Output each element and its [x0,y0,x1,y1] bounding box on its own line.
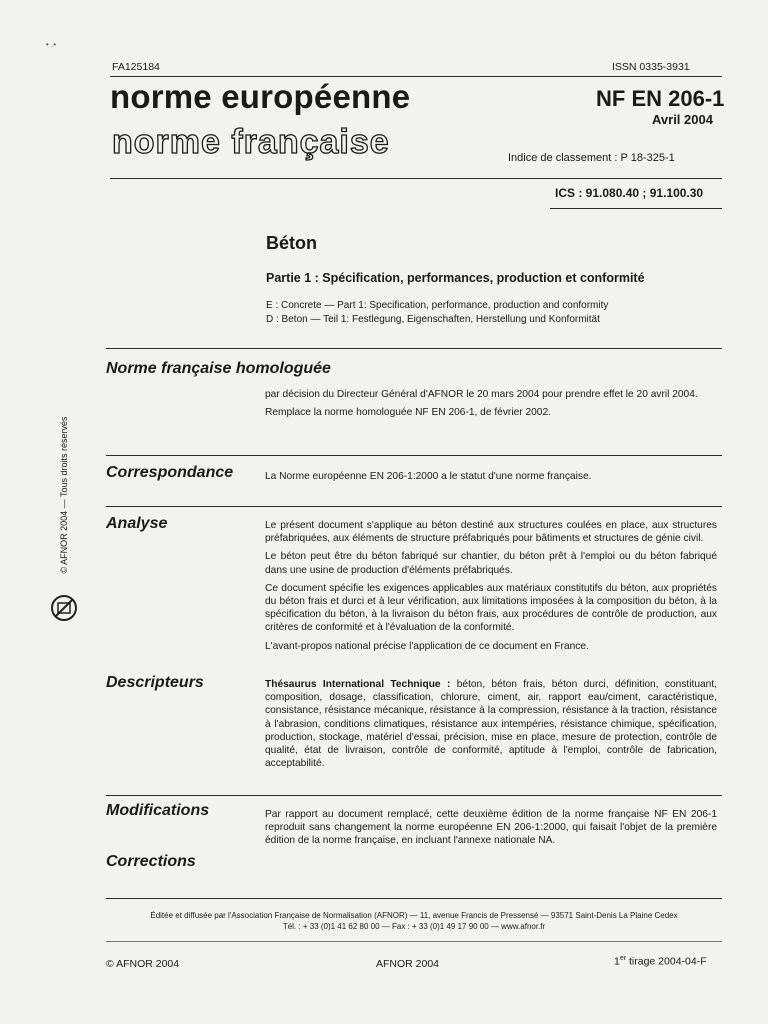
footer-copyright: © AFNOR 2004 [106,958,180,970]
analyse-paragraph: Ce document spécifie les exigences applicables aux matériaux constitutifs du béton, aux propriétés du béton frais et durci et à leur vérification, aux limitations imposées à la composition du béton, à la spécification du béton, à la livraison du béton frais, aux procédures de contrôle de production, aux critères de conformité et à l'évaluation de la conformité. [265,582,717,634]
print-run-text: tirage 2004-04-F [626,955,707,968]
standard-number: NF EN 206-1 [596,86,725,111]
publisher-line: Éditée et diffusée par l'Association Française de Normalisation (AFNOR) — 11, avenue Francis de Pressensé — 93571 Saint-Denis La Plaine Cedex [150,911,678,920]
contact-line: Tél. : + 33 (0)1 41 62 80 00 — Fax : + 33 (0)1 49 17 90 00 — www.afnor.fr [282,922,546,931]
issn: ISSN 0335-3931 [612,61,690,73]
print-run-number: 1 [614,955,620,968]
side-copyright-text: © AFNOR 2004 — Tous droits réservés [59,416,69,574]
analyse-paragraph: L'avant-propos national précise l'application de ce document en France. [265,640,589,652]
document-code: FA125184 [112,61,160,73]
section-rule [106,455,722,456]
footer-rule [106,941,722,942]
title-european: norme européenne [110,78,411,115]
footer-publisher: AFNOR 2004 [376,958,440,970]
correspondance-text: La Norme européenne EN 206-1:2000 a le statut d'une norme française. [265,471,592,482]
ics-underline [550,208,722,209]
section-rule [106,506,722,507]
title-french: norme française [112,123,390,161]
modifications-text: Par rapport au document remplacé, cette deuxième édition de la norme française NF EN 206-1 reproduit sans changement la norme européenne EN 206-1:2000, qui faisait l'objet de la première édition de la norme française, en incluant l'annexe nationale NA. [265,809,717,847]
section-title-modifications: Modifications [106,802,210,819]
section-title-homologuee: Norme française homologuée [106,360,331,377]
header-rule [110,76,722,77]
section-rule [106,795,722,796]
descripteurs-label: Thésaurus International Technique : [265,679,451,690]
document-title: Béton [266,233,317,253]
translation-english: E : Concrete — Part 1: Specification, performance, production and conformity [266,300,609,311]
ics-rule [110,178,722,179]
print-run-superscript: er [619,955,627,962]
scan-mark: • .• [46,40,57,49]
classification-index: Indice de classement : P 18-325-1 [508,152,675,164]
section-title-descripteurs: Descripteurs [106,674,204,691]
descripteurs-text [265,678,717,770]
analyse-paragraph: Le béton peut être du béton fabriqué sur chantier, du béton prêt à l'emploi ou du béton fabriqué dans une usine de production d'éléments préfabriqués. [265,551,717,576]
document-subtitle: Partie 1 : Spécification, performances, production et conformité [266,271,645,285]
section-title-corrections: Corrections [106,853,196,870]
section-rule [106,348,722,349]
analyse-paragraph: Le présent document s'applique au béton destiné aux structures coulées en place, aux structures préfabriquées, aux éléments de structure préfabriqués pour bâtiments et structures de génie civil. [265,520,717,545]
analyse-text [265,519,717,658]
homologuee-paragraph: par décision du Directeur Général d'AFNOR le 20 mars 2004 pour prendre effet le 20 avril 2004. [265,389,698,400]
homologuee-paragraph: Remplace la norme homologuée NF EN 206-1, de février 2002. [265,407,551,419]
footer-rule [106,898,722,899]
homologuee-text [265,388,717,424]
section-title-analyse: Analyse [106,515,168,532]
ics-code: ICS : 91.080.40 ; 91.100.30 [555,186,704,200]
print-run [614,955,707,968]
publication-date: Avril 2004 [652,112,713,127]
section-title-correspondance: Correspondance [106,464,234,481]
no-photocopy-icon [50,594,78,622]
descripteurs-keywords: béton, béton frais, béton durci, définition, constituant, composition, dosage, classification, chlorure, ciment, air, rapport eau/ciment, caractéristique, consistance, résistance mécanique, résistance à la compression, résistance à la traction, résistance à l'abrasion, conditions climatiques, résistance aux intempéries, résistance chimique, spécification, production, stockage, matériel d'essai, précision, mise en place, mesure de protection, contrôle de qualité, état de livraison, contrôle de conformité, aptitude à l'emploi, contrôle de fabrication, acceptabilité. [265,679,717,770]
translation-german: D : Beton — Teil 1: Festlegung, Eigenschaften, Herstellung und Konformität [266,314,600,325]
